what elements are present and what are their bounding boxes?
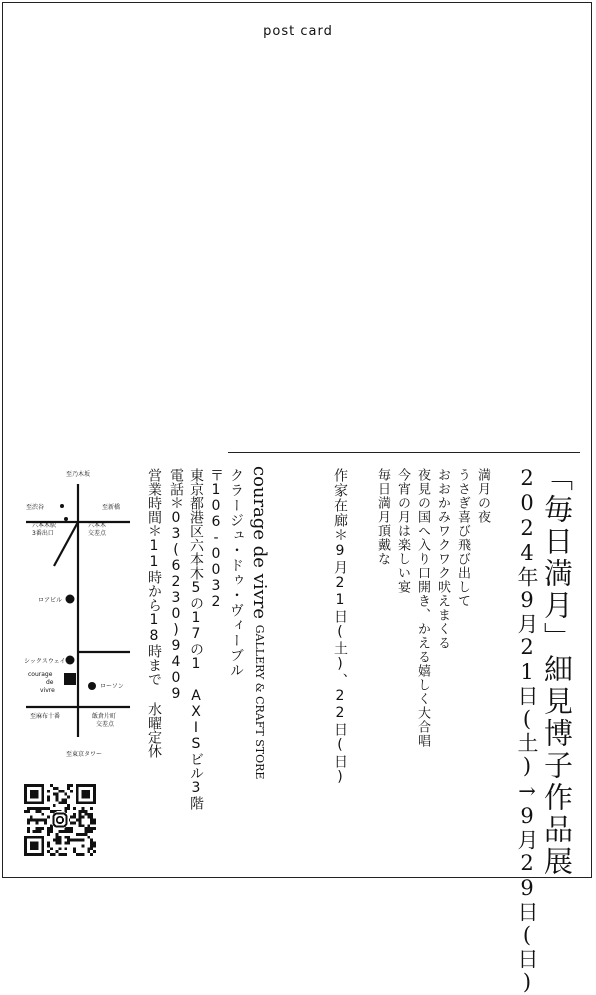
map-label-de: de [46,679,54,686]
map-label-sixwake: シックスウェイク [24,658,72,665]
map-label-roppongi-station: 六本木駅 [32,522,57,529]
post-card-label: post card [263,24,333,39]
poem-line-5: 今宵の月は楽しい宴 [395,468,410,594]
map-label-iikura: 飯倉片町 [92,713,117,720]
poem-line-3: おおかみワクワク吠えまくる [435,468,450,650]
poem-line-1: 満月の夜 [475,468,490,524]
venue-name-kana: クラージュ・ドゥ・ヴィーブル [228,468,244,678]
map-road-diagonal [54,522,78,566]
venue-phone: 電話＊03(6230)9409 [168,468,184,702]
poem-line-4: 夜見の国へ入り口開き、かえる嬉しく大合唱 [415,468,430,748]
venue-zip: 〒106-0032 [208,468,224,610]
map-label-courage: courage [28,671,53,678]
map-label-shibuya: 至渋谷 [26,504,45,511]
map-label-roppongi-cross: 六本木 [88,522,107,529]
divider-line [228,452,580,453]
exhibition-dates: 2024年9月21日(土)→9月29日(日) [515,466,539,995]
qr-code[interactable] [24,784,96,856]
poem-line-2: うさぎ喜び飛び出して [455,468,470,608]
map-label-nogizaka: 至乃木坂 [66,471,91,478]
map-label-roa: ロアビル [38,597,63,604]
map-dot-roa [66,595,75,604]
map-dot-station [60,504,64,508]
venue-name [249,466,270,779]
exhibition-title: 「毎日満月」細見博子作品展 [540,462,574,878]
map-label-lawson: ローソン [100,683,124,690]
map-dot-exit [64,517,68,521]
venue-hours: 営業時間＊11時から18時まで 水曜定休 [146,468,162,758]
poem-line-6: 毎日満月頂戴な [375,468,390,566]
map-label-cross: 交差点 [88,530,107,537]
map-label-iikura-cross: 交差点 [96,721,115,728]
map-label-azabu: 至麻布十番 [30,713,61,720]
venue-address: 東京都港区六本木5の17の1 AXISビル3階 [188,468,204,810]
map-label-exit3: 3番出口 [32,530,54,537]
access-map [22,462,140,762]
venue-name-en: courage de vivre [249,466,270,619]
map-label-vivre: vivre [40,687,55,694]
artist-presence: 作家在廊＊9月21日(土)、22日(日) [332,468,348,786]
map-label-shinbashi: 至新橋 [102,504,121,511]
map-label-tower: 至東京タワー [66,751,103,758]
map-square-courage [64,673,76,685]
map-dot-lawson [88,682,96,690]
venue-tagline: GALLERY & CRAFT STORE [253,624,266,780]
